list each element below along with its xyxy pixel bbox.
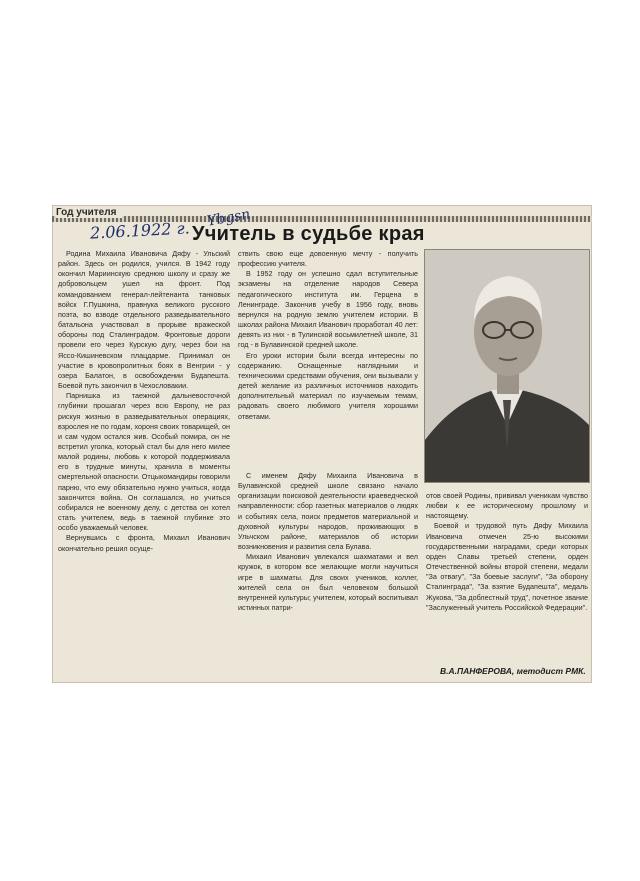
portrait-illustration bbox=[425, 250, 589, 482]
newspaper-clipping bbox=[52, 205, 592, 683]
paragraph: С именем Дяфу Михаила Ивановича в Булавинской средней школе связано начало организации поисковой деятельности краеведческой направленности: сбор газетных материалов о людях и событиях села, поиск предметов материальной и духовной культуры народов, проживающих в Ульчском районе, материалов об истории возникновения и развития села Булава. bbox=[238, 471, 418, 552]
author-signature: В.А.ПАНФЕРОВА, методист РМК. bbox=[440, 666, 586, 676]
paragraph: Парнишка из таежной дальневосточной глубинки прошагал через всю Европу, не раз рискуя жизнью в разведывательных операциях, взрослея не по годам, хороня своих товарищей, он и сам чудом остался жив. Особый помира, он не встретил уголка, который стал бы для него милее малой родины, любовь к которой поддерживала его в трудные минуты, хранила в моменты смертельной опасности. Отцыкомандиры говорили парню, что ему обязательно нужно учиться, когда закончится война. Он соглашался, но учиться собирался не военному делу, с детства он хотел стать учителем, ведь в таежной глубинке это особо уважаемый человек. bbox=[58, 391, 230, 533]
article-title: Учитель в судьбе края bbox=[192, 223, 425, 245]
paragraph: ствить свою еще довоенную мечту - получить профессию учителя. bbox=[238, 249, 418, 269]
section-label: Год учителя bbox=[56, 207, 122, 218]
article-column-2-lower bbox=[238, 471, 418, 679]
paragraph: Его уроки истории были всегда интересны по содержанию. Оснащенные наглядными и техническими средствами обучения, они вызывали у детей желание из различных источников находить дополнительный материал по изучаемым темам, радовать своего любимого учителя хорошими ответами. bbox=[238, 350, 418, 421]
paragraph: Михаил Иванович увлекался шахматами и вел кружок, в котором все желающие могли научиться игре в шахматы. Для своих учеников, коллег, жителей села он был человеком большой внутренней культуры; учителем, который воспитывал истинных патри- bbox=[238, 552, 418, 613]
paragraph: В 1952 году он успешно сдал вступительные экзамены на отделение народов Севера педагогического института им. Герцена в Ленинграде. Закончив учебу в 1956 году, вновь вернулся на родную землю учителем истории. В школах района Михаил Иванович проработал 40 лет: девять из них - в Тулинской восьмилетней школе, 31 год - в Булавинской средней школе. bbox=[238, 269, 418, 350]
paragraph: Родина Михаила Ивановича Дяфу - Ульский район. Здесь он родился, учился. В 1942 году окончил Мариинскую среднюю школу и сразу же добровольцем ушел на фронт. Под командованием генерал-лейтенанта танковых войск Г.Пушкина, правнука великого русского поэта, во взводе отдельного разведывательного батальона участвовал в прорыве вражеской обороны под Сталинградом. Фронтовые дороги провели его через Курскую дугу, через бои на Яссо-Кишиневском плацдарме. Принимал он участие в кровопролитных боях в Венгрии - у озера Балатон, в освобождении Будапешта. Боевой путь закончил в Чехословакии. bbox=[58, 249, 230, 391]
teacher-portrait-photo bbox=[424, 249, 590, 483]
handwritten-date: 2.06.1922 г. bbox=[89, 218, 191, 243]
article-column-3 bbox=[426, 491, 588, 665]
paragraph: отов своей Родины, прививал ученикам чувство любви к ее историческому прошлому и настоящему. bbox=[426, 491, 588, 521]
paragraph: Вернувшись с фронта, Михаил Иванович окончательно решил осуще- bbox=[58, 533, 230, 553]
article-column-2 bbox=[238, 249, 418, 464]
handwritten-place: Ybgsn bbox=[205, 206, 252, 230]
paragraph: Боевой и трудовой путь Дяфу Михаила Ивановича отмечен 25-ю высокими государственными наградами, среди которых орден Славы третьей степени, орден Отечественной войны второй степени, медали "За отвагу", "За боевые заслуги", "За оборону Сталинграда", "За взятие Будапешта", медаль Жукова, "За доблестный труд", почетное звание "Заслуженный учитель Российской Федерации". bbox=[426, 521, 588, 612]
article-column-1 bbox=[58, 249, 230, 679]
